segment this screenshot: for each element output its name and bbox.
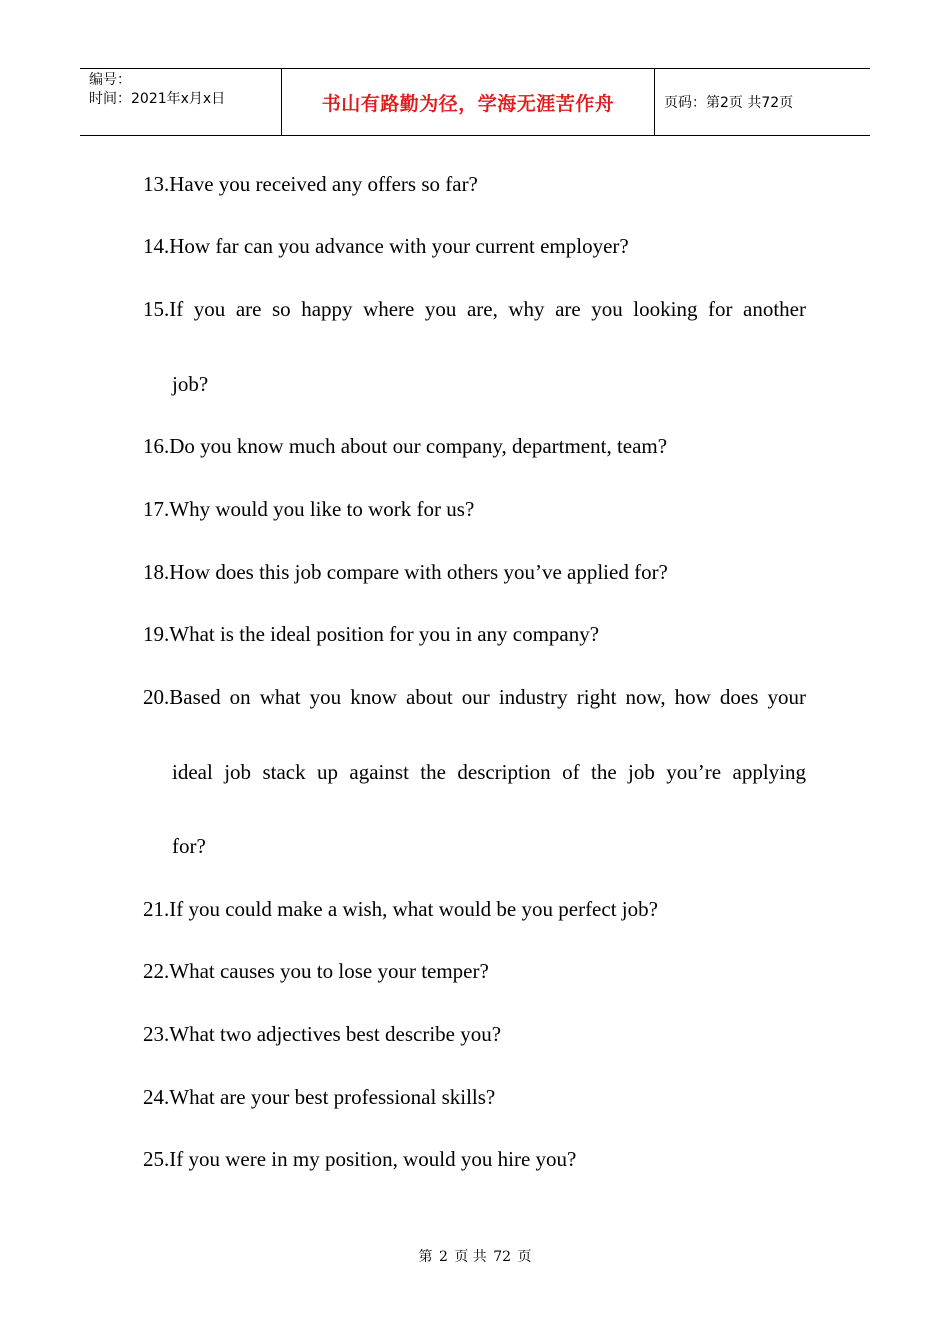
header-page-label: 页码：第2页 共72页 [664,95,794,111]
question-text: Based on what you know about our industry right now, how does your [169,685,806,709]
question-text: If you could make a wish, what would be you perfect job? [169,897,658,921]
question-18 [143,558,806,586]
question-14 [143,232,806,260]
question-17 [143,495,806,523]
question-number: 16. [143,434,170,458]
question-13 [143,170,806,198]
question-21 [143,895,806,923]
question-number: 24. [143,1085,170,1109]
question-text: If you are so happy where you are, why are you looking for another [169,297,806,321]
question-text: What two adjectives best describe you? [169,1022,502,1046]
question-15-continuation: job? [172,372,209,396]
footer-total-pages: 72 [493,1249,512,1265]
question-20 [143,683,806,711]
question-number: 13. [143,172,170,196]
question-number: 15. [143,297,170,321]
footer-suffix: 页 [517,1249,532,1265]
question-22 [143,957,806,985]
question-text: What causes you to lose your temper? [169,959,489,983]
question-text: How far can you advance with your current employer? [169,234,629,258]
question-text: How does this job compare with others you’ve applied for? [169,560,668,584]
question-16 [143,432,806,460]
question-19 [143,620,806,648]
question-text: Why would you like to work for us? [169,497,475,521]
question-number: 25. [143,1147,170,1171]
question-23 [143,1020,806,1048]
footer-mid: 页 共 [454,1249,487,1265]
question-number: 23. [143,1022,170,1046]
question-number: 19. [143,622,170,646]
question-text: If you were in my position, would you hire you? [169,1147,577,1171]
document-number-label: 编号： [89,72,131,88]
document-date-label: 时间：2021年x月x日 [89,91,226,107]
question-15 [143,295,806,323]
question-number: 18. [143,560,170,584]
page-footer [0,1246,950,1266]
question-number: 17. [143,497,170,521]
question-number: 22. [143,959,170,983]
question-24 [143,1083,806,1111]
question-20-continuation: ideal job stack up against the description of the job you’re applying [172,760,806,784]
header-meta [80,69,281,135]
question-number: 14. [143,234,170,258]
page-header [80,68,870,136]
question-25 [143,1145,806,1173]
question-20-continuation-2: for? [172,834,206,858]
footer-page-number: 2 [438,1249,448,1265]
question-text: Do you know much about our company, department, team? [169,434,668,458]
header-motto: 书山有路勤为径，学海无涯苦作舟 [281,69,655,135]
question-text: What are your best professional skills? [169,1085,496,1109]
question-number: 20. [143,685,170,709]
question-text: What is the ideal position for you in any company? [169,622,600,646]
question-number: 21. [143,897,170,921]
question-text: Have you received any offers so far? [169,172,478,196]
footer-prefix: 第 [418,1249,433,1265]
